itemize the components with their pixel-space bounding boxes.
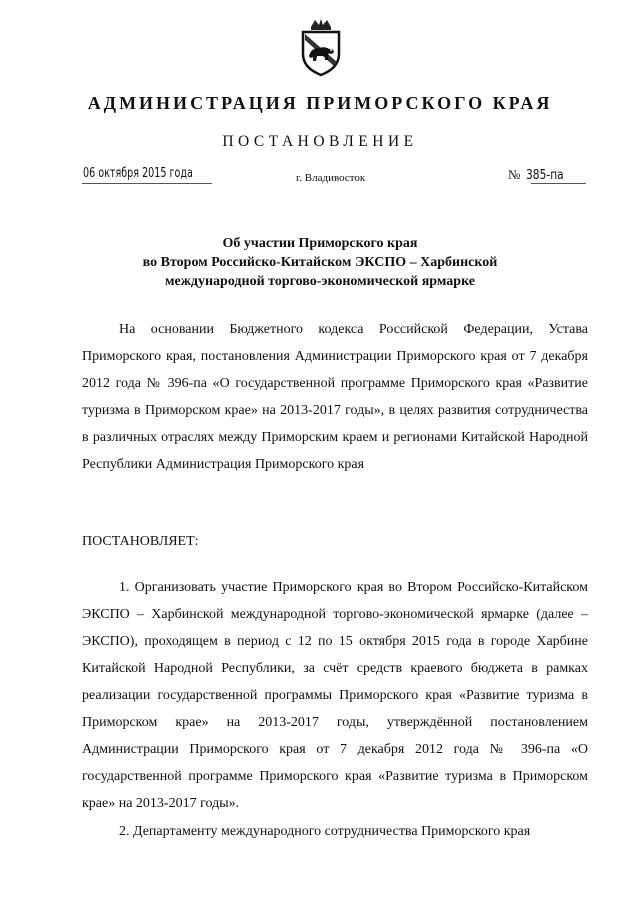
document-date: 06 октября 2015 года — [83, 166, 193, 181]
document-heading — [0, 234, 640, 291]
organization-title: АДМИНИСТРАЦИЯ ПРИМОРСКОГО КРАЯ — [87, 93, 553, 113]
number-sign: № — [508, 167, 521, 182]
heading-line: Об участии Приморского края — [222, 236, 418, 251]
document-city: г. Владивосток — [296, 172, 366, 184]
document-number — [508, 166, 572, 184]
resolution-word: ПОСТАНОВЛЯЕТ: — [82, 534, 199, 549]
document-type: ПОСТАНОВЛЕНИЕ — [222, 133, 418, 150]
paragraph-item-1: 1. Организовать участие Приморского края во Втором Российско-Китайском ЭКСПО – Харбинской международной торгово-экономической ярмарке (далее – ЭКСПО), проходящем в период с 12 по 15 октября 2015 года в городе Харбине Китайской Народной Республики, за счёт средств краевого бюджета в рамках реализации государственной программы Приморского края «Развитие туризма в Приморском крае» на 2013-2017 годы, утверждённой постановлением Администрации Приморского края от 7 декабря 2012 года № 396-па «О государственной программе Приморского края «Развитие туризма в Приморском крае» на 2013-2017 годы». — [82, 580, 588, 811]
coat-of-arms-icon — [297, 18, 345, 78]
paragraph-preamble: На основании Бюджетного кодекса Российской Федерации, Устава Приморского края, постановления Администрации Приморского края от 7 декабря 2012 года № 396-па «О государственной программе Приморского края «Развитие туризма в Приморском крае» на 2013-2017 годы», в целях развития сотрудничества в различных отраслях между Приморским краем и регионами Китайской Народной Республики Администрация Приморского края — [82, 322, 588, 472]
number-underline — [531, 183, 586, 184]
paragraph-item-2: 2. Департаменту международного сотрудничества Приморского края — [119, 824, 531, 839]
heading-line: международной торгово-экономической ярмарке — [165, 274, 475, 289]
date-underline — [82, 183, 212, 184]
number-value: 385-па — [526, 168, 565, 183]
heading-line: во Втором Российско-Китайском ЭКСПО – Харбинской — [142, 255, 498, 270]
